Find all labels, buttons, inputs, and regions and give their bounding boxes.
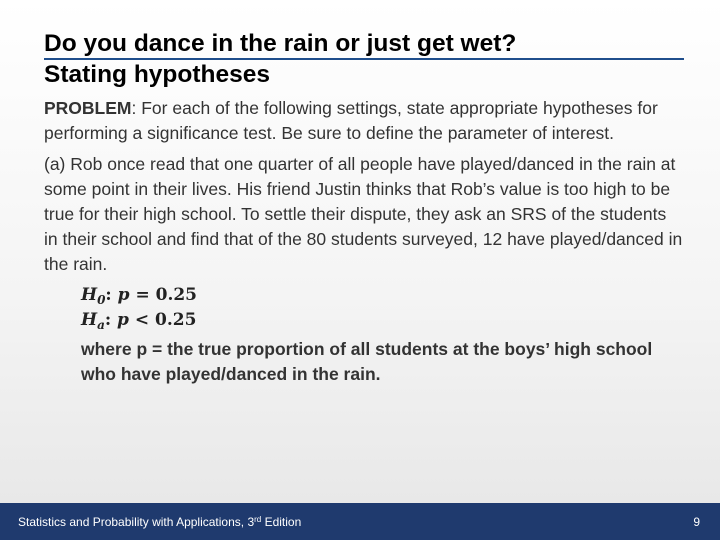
alt-hypothesis-symbol: H bbox=[81, 310, 98, 330]
part-a-paragraph: (a) Rob once read that one quarter of all people have played/danced in the rain at some point in their lives. His friend Justin thinks that Rob’s value is too high to be true for their high school. To settle their dispute, they ask an SRS of the students in their school and find that of the 80 students surveyed, 12 have played/danced in the rain. bbox=[44, 154, 683, 274]
parameter-definition: where p = the true proportion of all students at the boys’ high school who have played/danced in the rain. bbox=[81, 339, 653, 384]
problem-paragraph bbox=[44, 96, 684, 146]
slide-body bbox=[44, 96, 684, 387]
problem-text: : For each of the following settings, state appropriate hypotheses for performing a significance test. Be sure to define the parameter of interest. bbox=[44, 98, 658, 143]
null-hypothesis: $H_0$: p = 0.25 bbox=[81, 285, 198, 307]
alt-hypothesis-value: 0.25 bbox=[155, 310, 197, 330]
problem-label: PROBLEM bbox=[44, 98, 132, 118]
null-hypothesis-symbol: H bbox=[81, 285, 98, 305]
footer-book-title bbox=[18, 515, 301, 529]
alt-hypothesis-subscript: a bbox=[97, 318, 105, 332]
hypotheses bbox=[44, 283, 684, 333]
alternative-hypothesis: $H_a$: p < 0.25 bbox=[81, 310, 197, 332]
null-hypothesis-relation: = bbox=[135, 285, 150, 305]
null-hypothesis-subscript: 0 bbox=[97, 293, 106, 307]
null-hypothesis-value: 0.25 bbox=[155, 285, 198, 305]
footer-text-edition: Edition bbox=[261, 515, 302, 529]
alt-hypothesis-variable: p bbox=[117, 310, 129, 330]
title-line-2: Stating hypotheses bbox=[44, 61, 270, 88]
footer-bar bbox=[0, 503, 720, 540]
page-number: 9 bbox=[693, 515, 700, 529]
null-hypothesis-variable: p bbox=[117, 285, 130, 305]
title-line-1: Do you dance in the rain or just get wet? bbox=[44, 30, 517, 57]
footer-text-superscript: rd bbox=[254, 515, 262, 524]
title-divider bbox=[44, 58, 684, 60]
alt-hypothesis-relation: < bbox=[134, 310, 150, 330]
footer-text-main: Statistics and Probability with Applications, 3 bbox=[18, 515, 255, 529]
